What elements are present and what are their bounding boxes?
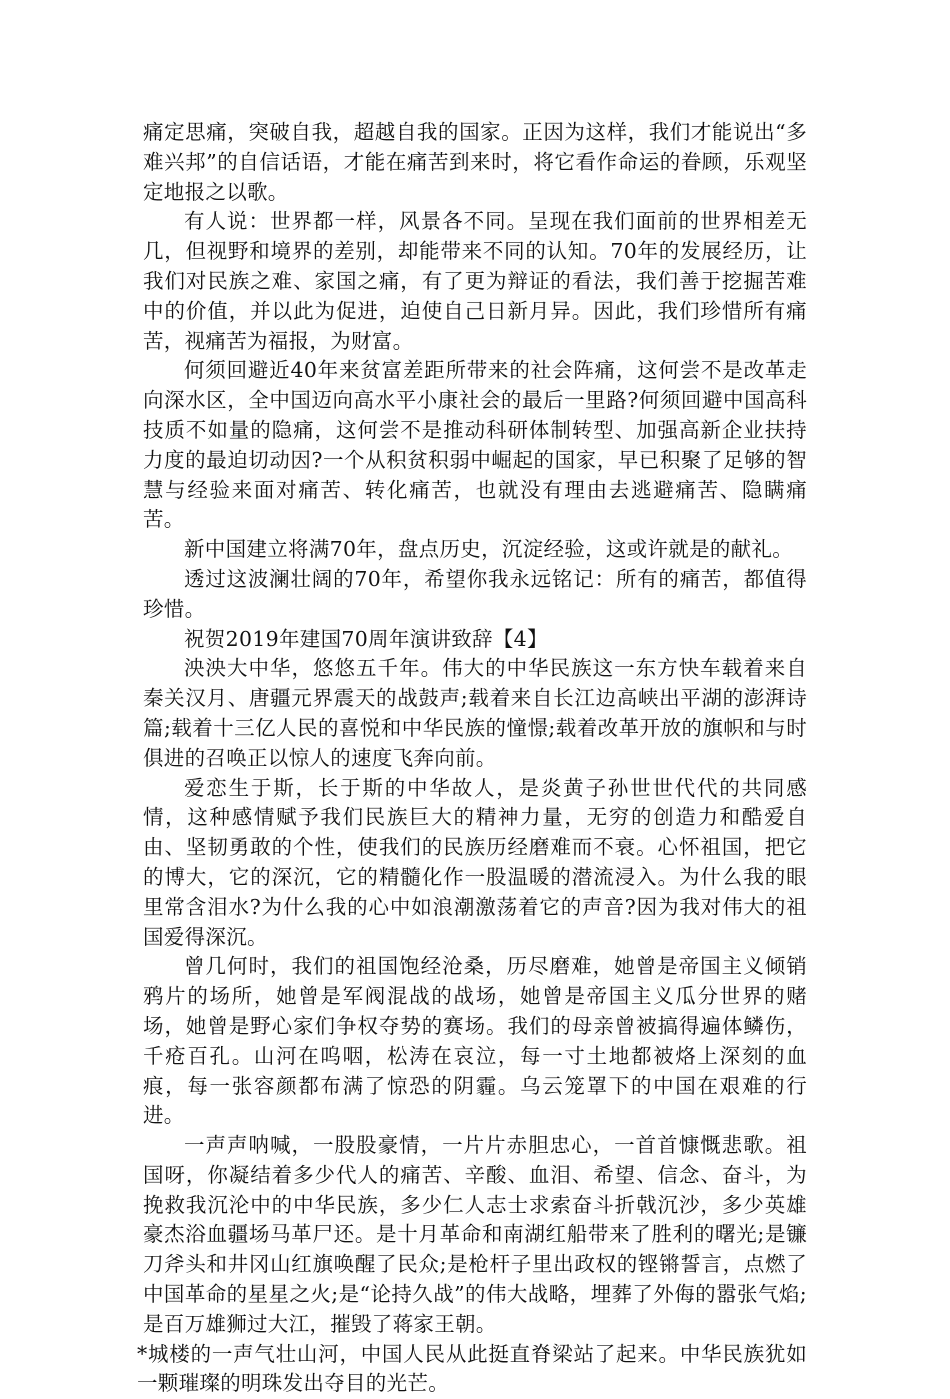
paragraph: 泱泱大中华，悠悠五千年。伟大的中华民族这一东方快车载着来自秦关汉月、唐疆元界震天的战鼓声;载着来自长江边高峡出平湖的澎湃诗篇;载着十三亿人民的喜悦和中华民族的憧憬;载着改革开放的旗帜和与时俱进的召唤正以惊人的速度飞奔向前。 [143,656,807,770]
document-body [137,118,807,1399]
paragraph: 爱恋生于斯，长于斯的中华故人，是炎黄子孙世世代代的共同感情，这种感情赋予我们民族巨大的精神力量，无穷的创造力和酷爱自由、坚韧勇敢的个性，使我们的民族历经磨难而不衰。心怀祖国，把它的博大，它的深沉，它的精髓化作一股温暖的潜流浸入。为什么我的眼里常含泪水?为什么我的心中如浪潮激荡着它的声音?因为我对伟大的祖国爱得深沉。 [143,775,807,949]
section-heading: 祝贺2019年建国70周年演讲致辞【4】 [184,626,548,651]
paragraph: 何须回避近40年来贫富差距所带来的社会阵痛，这何尝不是改革走向深水区，全中国迈向高水平小康社会的最后一里路?何须回避中国高科技质不如量的隐痛，这何尝不是推动科研体制转型、加强高新企业扶持力度的最迫切动因?一个从积贫积弱中崛起的国家，早已积聚了足够的智慧与经验来面对痛苦、转化痛苦，也就没有理由去逃避痛苦、隐瞒痛苦。 [143,358,807,532]
paragraph: 有人说：世界都一样，风景各不同。呈现在我们面前的世界相差无几，但视野和境界的差别，却能带来不同的认知。70年的发展经历，让我们对民族之难、家国之痛，有了更为辩证的看法，我们善于挖掘苦难中的价值，并以此为促进，迫使自己日新月异。因此，我们珍惜所有痛苦，视痛苦为福报，为财富。 [143,209,807,353]
paragraph: 一声声呐喊，一股股豪情，一片片赤胆忠心，一首首慷慨悲歌。祖国呀，你凝结着多少代人的痛苦、辛酸、血泪、希望、信念、奋斗，为挽救我沉沦中的中华民族，多少仁人志士求索奋斗折戟沉沙，多少英雄豪杰浴血疆场马革尸还。是十月革命和南湖红船带来了胜利的曙光;是镰刀斧头和井冈山红旗唤醒了民众;是枪杆子里出政权的铿锵誓言，点燃了中国革命的星星之火;是“论持久战”的伟大战略，埋葬了外侮的嚣张气焰;是百万雄狮过大江，摧毁了蒋家王朝。 [143,1133,807,1336]
paragraph: 曾几何时，我们的祖国饱经沧桑，历尽磨难，她曾是帝国主义倾销鸦片的场所，她曾是军阀混战的战场，她曾是帝国主义瓜分世界的赌场，她曾是野心家们争权夺势的赛场。我们的母亲曾被搞得遍体鳞伤，千疮百孔。山河在呜咽，松涛在哀泣，每一寸土地都被烙上深刻的血痕，每一张容颜都布满了惊恐的阴霾。乌云笼罩下的中国在艰难的行进。 [143,954,807,1128]
paragraph: 透过这波澜壮阔的70年，希望你我永远铭记：所有的痛苦，都值得珍惜。 [143,566,807,621]
paragraph: 新中国建立将满70年，盘点历史，沉淀经验，这或许就是的献礼。 [184,537,794,562]
paragraph: *城楼的一声气壮山河，中国人民从此挺直脊梁站了起来。中华民族犹如一颗璀璨的明珠发出夺目的光芒。 [137,1341,807,1396]
paragraph-continuation: 痛定思痛，突破自我，超越自我的国家。正因为这样，我们才能说出“多难兴邦”的自信话语，才能在痛苦到来时，将它看作命运的眷顾，乐观坚定地报之以歌。 [143,120,807,204]
